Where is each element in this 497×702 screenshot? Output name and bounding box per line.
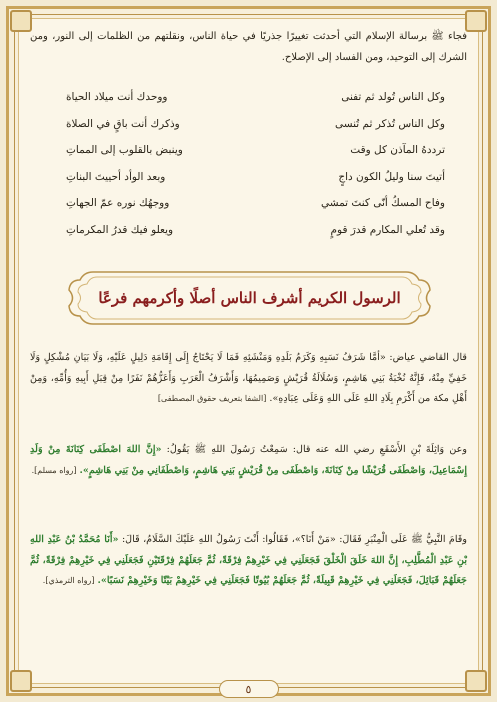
poem-hemistich-left: ووجهُك نوره عمّ الجهاتِ	[66, 197, 170, 209]
hadith-text: «أَنَا مُحَمَّدُ بْنُ عَبْدِ اللهِ بْنِ عَبْدِ الْمُطَّلِبِ، إِنَّ اللهَ خَلَقَ الْخَلْقَ فَجَعَلَنِي فِي خَيْرِهِمْ فِرْقَةً، ثُمَّ جَعَلَهُمْ فِرْقَتَيْنِ فَجَعَلَنِي فِي خَيْرِهِمْ فِرْقَةً، ثُمَّ جَعَلَهُمْ قَبَائِلَ، فَجَعَلَنِي فِي خَيْرِهِمْ قَبِيلَةً، ثُمَّ جَعَلَهُمْ بُيُوتًا فَجَعَلَنِي فِي خَيْرِهِمْ بَيْتًا وَخَيْرِهِمْ نَسَبًا».	[30, 534, 467, 586]
page-number: ٥	[219, 680, 279, 698]
qadi-iyad-paragraph	[30, 348, 467, 410]
source-reference: [رواه الترمذي].	[42, 576, 95, 585]
source-reference: [رواه مسلم].	[31, 465, 77, 475]
poem-verse	[30, 217, 467, 244]
poem-hemistich-right: وكل الناس تُولد ثم تفنى	[341, 91, 445, 103]
source-reference: [الشفا بتعريف حقوق المصطفى]	[157, 394, 267, 403]
minbar-hadith-paragraph	[30, 530, 467, 592]
poem-hemistich-right: أتيتَ سنا وليلُ الكون داجٍ	[338, 170, 445, 183]
poem-hemistich-left: وينبض بالقلوب إلى المماتِ	[66, 144, 183, 156]
poem-hemistich-right: ترددهُ المآذن كل وقت	[350, 144, 445, 156]
poem	[30, 84, 467, 243]
corner-ornament	[10, 10, 32, 32]
page-footer	[0, 676, 497, 702]
poem-hemistich-left: وذكرك أنت باقٍ في الصلاة	[66, 117, 180, 130]
intro-paragraph: فجاء ﷺ برسالة الإسلام التي أحدثت تغييرًا جذريًا في حياة الناس، ونقلتهم من الظلمات إلى النور، ومن الشرك إلى التوحيد، ومن الفساد إلى الإصلاح.	[30, 31, 467, 63]
poem-hemistich-right: وفاح المسكُ أنّى كنتَ تمشي	[320, 197, 445, 209]
poem-verse	[30, 190, 467, 217]
section-title: الرسول الكريم أشرف الناس أصلًا وأكرمهم فرعًا	[98, 289, 401, 307]
quote-text: قال القاضي عياض: «أمَّا شَرَفُ نَسَبِهِ وَكَرَمُ بَلَدِهِ وَمَنْشَئِهِ فَمَا لَا يَحْتَاجُ إِلَى إِقَامَةِ دَلِيلٍ عَلَيْهِ، وَلَا بَيَانِ مُشْكِلٍ وَلَا خَفِيِّ مِنْهُ، فَإِنَّهُ نُخْبَةُ بَنِي هَاشِمٍ، وَسُلَالَةُ قُرَيْشٍ وَصَمِيمُهَا، وَأَشْرَفُ الْعَرَبِ وَأَعَزُّهُمْ نَفَرًا مِنْ قِبَلِ أَبِيهِ وَأُمِّهِ، وَمِنْ أَهْلِ مكة من أَكْرَمِ بِلَادِ اللهِ عَلَى اللهِ وَعَلَى عِبَادِهِ».	[30, 352, 467, 404]
intro-block	[30, 26, 467, 243]
wathila-hadith-paragraph	[30, 440, 467, 481]
poem-hemistich-right: وقد تُعلي المكارم قدرَ قومٍ	[330, 223, 445, 236]
poem-hemistich-left: ووحدك أنت ميلاد الحياة	[66, 91, 168, 103]
poem-verse	[30, 137, 467, 164]
poem-hemistich-right: وكل الناس تُذكر ثم تُنسى	[334, 117, 445, 130]
hadith-text: «إِنَّ اللهَ اصْطَفَى كِنَانَةَ مِنْ وَلَدِ إِسْمَاعِيلَ، وَاصْطَفَى قُرَيْشًا مِنْ كِنَانَةَ، وَاصْطَفَى مِنْ قُرَيْشٍ بَنِي هَاشِمٍ، وَاصْطَفَانِي مِنْ بَنِي هَاشِمٍ».	[30, 444, 467, 476]
poem-verse	[30, 111, 467, 138]
section-title-banner	[63, 266, 436, 330]
corner-ornament	[465, 10, 487, 32]
narration-lead: وقَامَ النَّبِيُّ ﷺ عَلَى الْمِنْبَرِ فَقَالَ: «مَنْ أَنَا؟»، فَقَالُوا: أَنْتَ رَسُولُ اللهِ عَلَيْكَ السَّلَامُ، قَالَ:	[118, 534, 467, 545]
narration-lead: وعن وَاثِلَةَ بْنِ الأَسْقَعِ رضي الله عنه قال: سَمِعْتُ رَسُولَ اللهِ ﷺ يَقُولُ:	[161, 444, 467, 455]
poem-verse	[30, 84, 467, 111]
poem-verse	[30, 164, 467, 191]
poem-hemistich-left: وبعد الوأد أحييتَ البناتِ	[66, 170, 166, 183]
poem-hemistich-left: ويعلو فيك قدرُ المكرماتِ	[66, 223, 174, 236]
